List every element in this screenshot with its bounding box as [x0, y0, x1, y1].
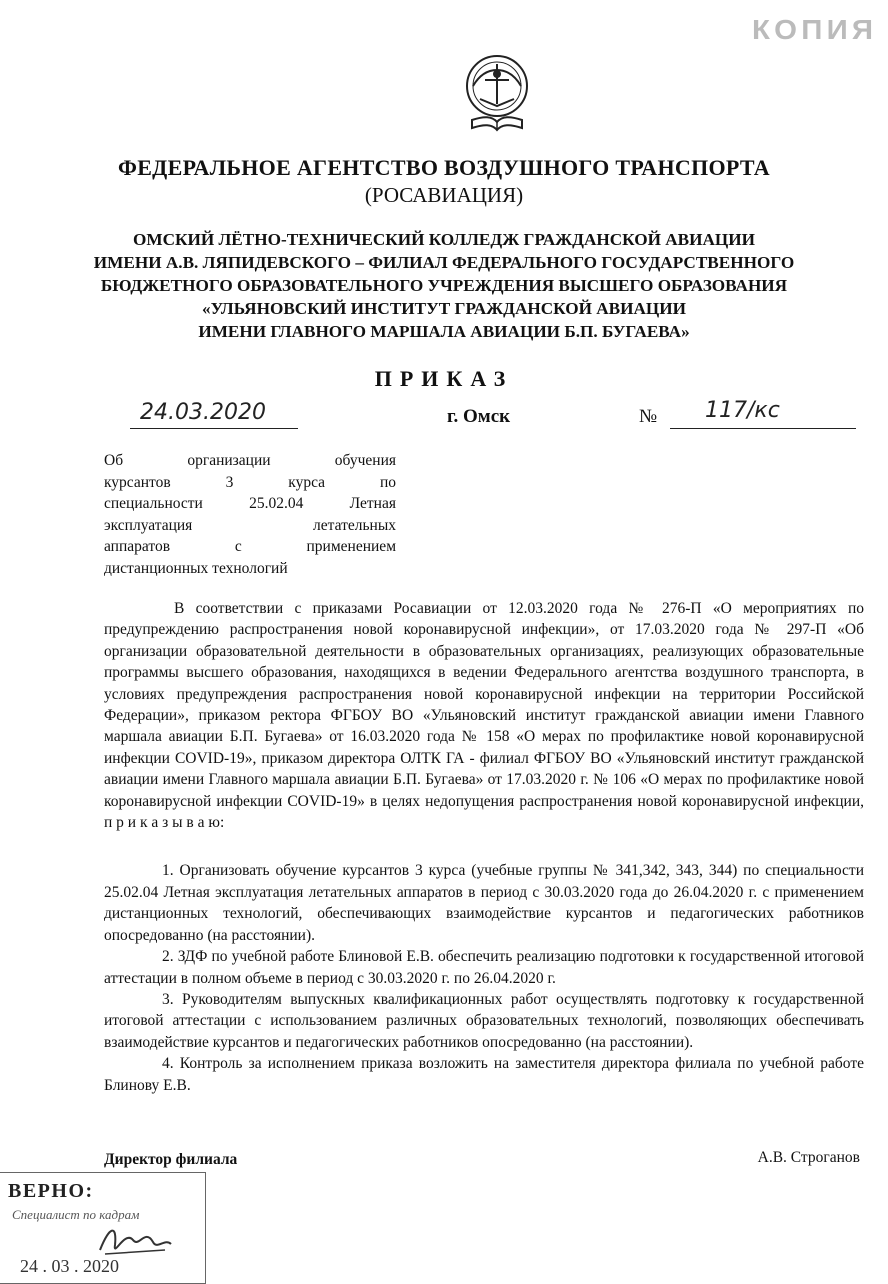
- college-name: [0, 228, 888, 343]
- college-line: ИМЕНИ ГЛАВНОГО МАРШАЛА АВИАЦИИ Б.П. БУГАЕВА»: [198, 322, 690, 341]
- order-city: г. Омск: [447, 406, 511, 427]
- order-item-2: 2. ЗДФ по учебной работе Блиновой Е.В. обеспечить реализацию подготовки к государственной итоговой аттестации в полном объеме в период с 30.03.2020 г. по 26.04.2020 г.: [104, 948, 864, 987]
- subject-line: специальности 25.02.04 Летная: [104, 495, 396, 512]
- agency-name: ФЕДЕРАЛЬНОЕ АГЕНТСТВО ВОЗДУШНОГО ТРАНСПОРТА: [118, 155, 770, 180]
- number-sign: №: [639, 406, 658, 427]
- college-line: «УЛЬЯНОВСКИЙ ИНСТИТУТ ГРАЖДАНСКОЙ АВИАЦИИ: [201, 299, 687, 318]
- stamp-role: Специалист по кадрам: [12, 1207, 140, 1222]
- copy-mark: КОПИЯ: [751, 14, 877, 45]
- date-underline: [130, 428, 298, 429]
- order-subject: [104, 450, 396, 579]
- handwritten-signature-icon: [95, 1220, 175, 1260]
- order-item-4: 4. Контроль за исполнением приказа возложить на заместителя директора филиала по учебной работе Блинову Е.В.: [104, 1055, 864, 1094]
- subject-line: эксплуатация летательных: [104, 516, 396, 534]
- signer-name: А.В. Строганов: [757, 1149, 860, 1166]
- college-line: БЮДЖЕТНОГО ОБРАЗОВАТЕЛЬНОГО УЧРЕЖДЕНИЯ ВЫСШЕГО ОБРАЗОВАНИЯ: [100, 276, 788, 295]
- college-line: ОМСКИЙ ЛЁТНО-ТЕХНИЧЕСКИЙ КОЛЛЕДЖ ГРАЖДАНСКОЙ АВИАЦИИ: [133, 230, 755, 249]
- agency-short-name: (РОСАВИАЦИЯ): [364, 183, 524, 207]
- college-emblem-icon: [452, 44, 542, 136]
- signer-position: Директор филиала: [104, 1151, 238, 1168]
- order-item-3: 3. Руководителям выпускных квалификационных работ осуществлять подготовку к государственной итоговой аттестации с использованием различных образовательных технологий, позволяющих обеспечивать взаимодействие курсантов и педагогических работников опосредованно (на расстоянии).: [104, 990, 864, 1051]
- number-underline: [670, 428, 856, 429]
- order-item-1: 1. Организовать обучение курсантов 3 курса (учебные группы № 341,342, 343, 344) по специальности 25.02.04 Летная эксплуатация летательных аппаратов в период с 30.03.2020 года до 26.04.2020 г. с применением дистанционных технологий, обеспечивающих взаимодействие курсантов и педагогических работников опосредованно (на расстоянии).: [104, 862, 864, 944]
- order-number: 117/кс: [705, 398, 780, 423]
- stamp-heading: ВЕРНО:: [8, 1180, 94, 1202]
- stamp-date: 24 . 03 . 2020: [20, 1256, 119, 1276]
- subject-line: дистанционных технологий: [104, 559, 288, 577]
- spacer: [104, 833, 864, 860]
- order-body: [104, 598, 864, 1096]
- order-title: ПРИКАЗ: [374, 366, 514, 391]
- subject-line: курсантов 3 курса по: [104, 473, 396, 491]
- college-line: ИМЕНИ А.В. ЛЯПИДЕВСКОГО – ФИЛИАЛ ФЕДЕРАЛЬНОГО ГОСУДАРСТВЕННОГО: [93, 253, 795, 272]
- preamble-paragraph: В соответствии с приказами Росавиации от 12.03.2020 года № 276-П «О мероприятиях по предупреждению распространения новой коронавирусной инфекции», от 17.03.2020 года № 297-П «Об организации образовательной деятельности в образовательных организациях, реализующих образовательные программы высшего образования, находящихся в ведении Федерального агентства воздушного транспорта, в условиях предупреждения распространения новой коронавирусной инфекции на территории Российской Федерации», приказом ректора ФГБОУ ВО «Ульяновский институт гражданской авиации имени Главного маршала авиации Б.П. Бугаева» от 16.03.2020 года № 158 «О мерах по профилактике новой коронавирусной инфекции COVID-19», приказом директора ОЛТК ГА - филиал ФГБОУ ВО «Ульяновский институт гражданской авиации имени Главного маршала авиации Б.П. Бугаева» от 17.03.2020 г. № 106 «О мерах по профилактике новой коронавирусной инфекции COVID-19» в целях недопущения распространения новой коронавирусной инфекции, п р и к а з ы в а ю:: [104, 600, 864, 832]
- subject-line: аппаратов с применением: [104, 538, 396, 555]
- order-date: 24.03.2020: [140, 400, 266, 425]
- subject-line: Об организации обучения: [104, 452, 396, 469]
